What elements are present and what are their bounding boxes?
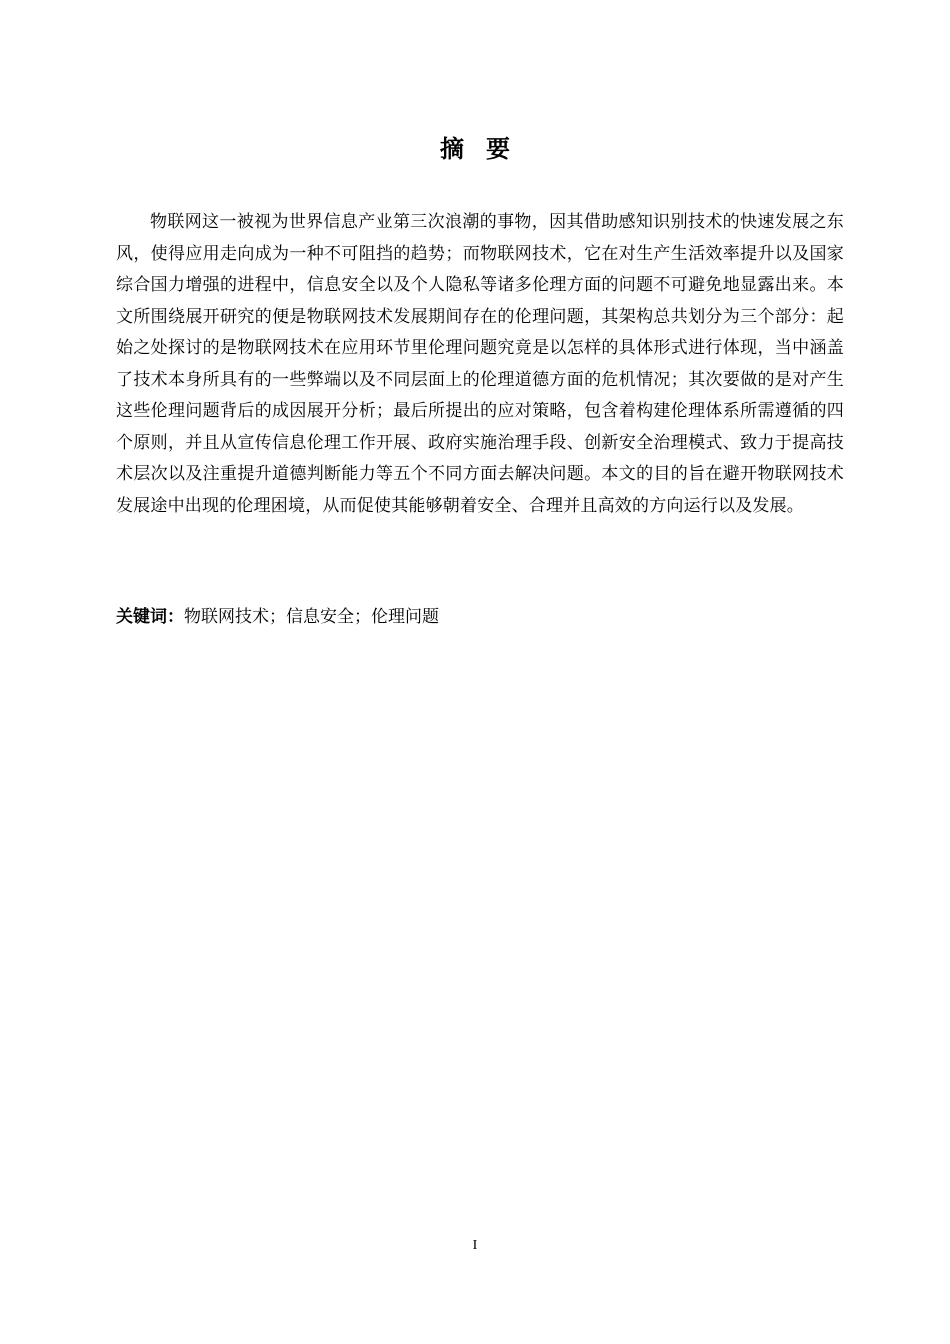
abstract-paragraph: 物联网这一被视为世界信息产业第三次浪潮的事物，因其借助感知识别技术的快速发展之东风，使得应用走向成为一种不可阻挡的趋势；而物联网技术，它在对生产生活效率提升以及国家综合国力增强的进程中，信息安全以及个人隐私等诸多伦理方面的问题不可避免地显露出来。本文所围绕展开研究的便是物联网技术发展期间存在的伦理问题，其架构总共划分为三个部分：起始之处探讨的是物联网技术在应用环节里伦理问题究竟是以怎样的具体形式进行体现，当中涵盖了技术本身所具有的一些弊端以及不同层面上的伦理道德方面的危机情况；其次要做的是对产生这些伦理问题背后的成因展开分析；最后所提出的应对策略，包含着构建伦理体系所需遵循的四个原则，并且从宣传信息伦理工作开展、政府实施治理手段、创新安全治理模式、致力于提高技术层次以及注重提升道德判断能力等五个不同方面去解决问题。本文的目的旨在避开物联网技术发展途中出现的伦理困境，从而促使其能够朝着安全、合理并且高效的方向运行以及发展。 <box>116 212 844 516</box>
keywords-line <box>116 602 844 632</box>
keywords-text: 物联网技术；信息安全；伦理问题 <box>184 607 439 627</box>
page-title: 摘要 <box>440 135 532 163</box>
keywords-label: 关键词： <box>116 607 184 627</box>
page-number: I <box>472 1238 478 1253</box>
